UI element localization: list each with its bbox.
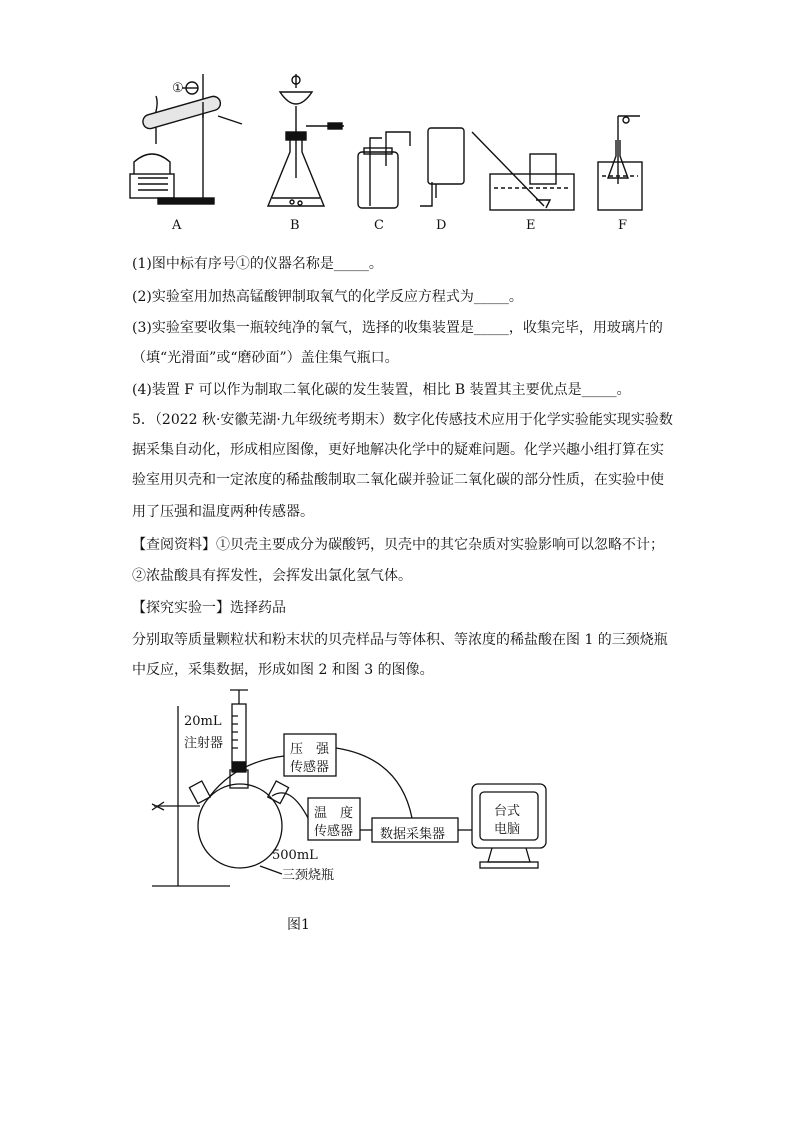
experiment-line-1: 分别取等质量颗粒状和粉末状的贝壳样品与等体积、等浓度的稀盐酸在图 1 的三颈烧瓶 (132, 632, 668, 648)
figure-mark: ① (172, 81, 184, 96)
experiment-line-2: 中反应，采集数据，形成如图 2 和图 3 的图像。 (132, 662, 434, 678)
data-collector-label: 数据采集器 (380, 827, 446, 842)
problem-5-line-2: 据采集自动化，形成相应图像，更好地解决化学中的疑难问题。化学兴趣小组打算在实 (132, 442, 664, 458)
figure-1-caption: 图1 (287, 917, 310, 933)
temperature-sensor-label-2: 传感器 (314, 824, 354, 839)
apparatus-label-f: F (618, 218, 628, 233)
computer-label-1: 台式 (494, 804, 521, 819)
question-1: (1)图中标有序号①的仪器名称是_____。 (132, 256, 383, 272)
problem-5-line-4: 用了压强和温度两种传感器。 (132, 504, 314, 520)
apparatus-label-c: C (374, 218, 384, 233)
question-3-line-2: （填“光滑面”或“磨砂面”）盖住集气瓶口。 (132, 350, 399, 366)
reference-line-2: ②浓盐酸具有挥发性，会挥发出氯化氢气体。 (132, 568, 412, 584)
apparatus-label-a: A (172, 218, 182, 233)
syringe-label-volume: 20mL (184, 714, 222, 729)
flask-volume-label: 500mL (272, 848, 318, 863)
apparatus-label-e: E (526, 218, 536, 233)
apparatus-drawing (120, 66, 680, 236)
pressure-sensor-label-2: 传感器 (290, 760, 330, 775)
temperature-sensor-label-1: 温 度 (314, 806, 354, 821)
figure-1 (140, 686, 560, 936)
flask-name-label: 三颈烧瓶 (282, 868, 335, 883)
apparatus-label-d: D (436, 218, 447, 233)
syringe-label-name: 注射器 (184, 736, 224, 751)
pressure-sensor-label-1: 压 强 (290, 742, 330, 757)
computer-label-2: 电脑 (494, 822, 521, 837)
question-2: (2)实验室用加热高锰酸钾制取氧气的化学反应方程式为_____。 (132, 289, 523, 305)
reference-line-1: 【查阅资料】①贝壳主要成分为碳酸钙，贝壳中的其它杂质对实验影响可以忽略不计； (132, 537, 664, 553)
question-3-line-1: (3)实验室要收集一瓶较纯净的氧气，选择的收集装置是_____，收集完毕，用玻璃片的 (132, 320, 663, 336)
problem-5-line-3: 验室用贝壳和一定浓度的稀盐酸制取二氧化碳并验证二氧化碳的部分性质，在实验中使 (132, 472, 664, 488)
apparatus-figure (120, 66, 680, 236)
apparatus-label-b: B (290, 218, 300, 233)
problem-5-line-1: 5．（2022 秋·安徽芜湖·九年级统考期末）数字化传感技术应用于化学实验能实现实验数 (132, 412, 673, 428)
question-4: (4)装置 F 可以作为制取二氧化碳的发生装置，相比 B 装置其主要优点是_____。 (132, 382, 631, 398)
experiment-title: 【探究实验一】选择药品 (132, 600, 286, 616)
